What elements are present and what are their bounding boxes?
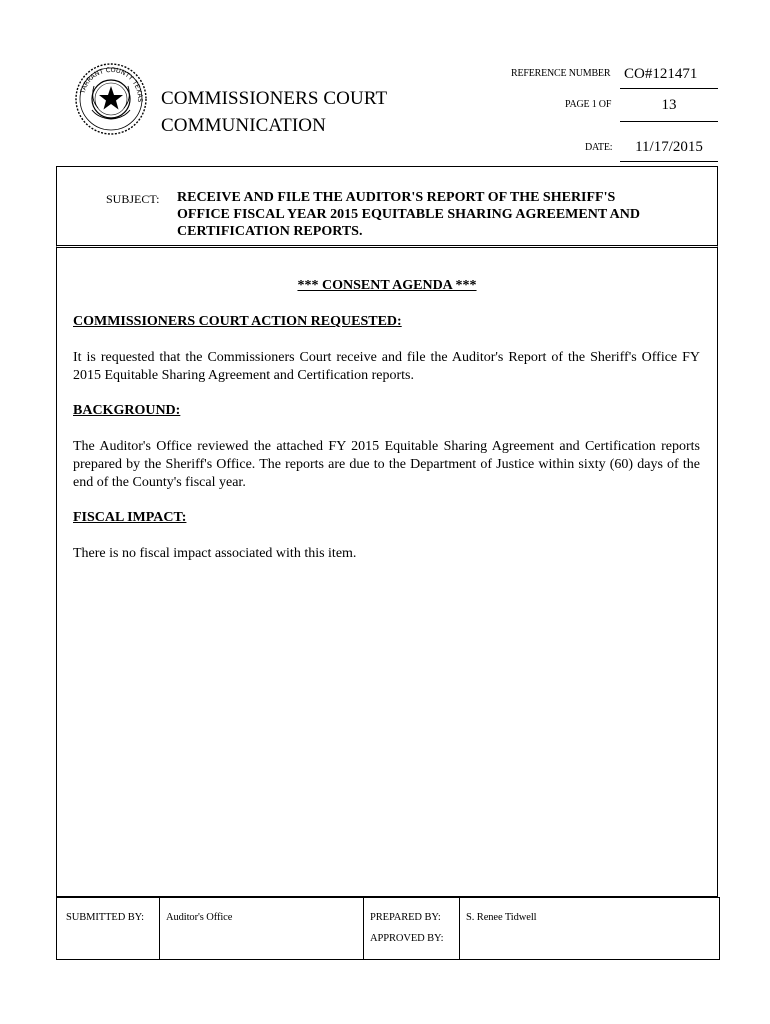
subject-line-1: RECEIVE AND FILE THE AUDITOR'S REPORT OF THE SHERIFF'S: [177, 190, 616, 205]
date-value: 11/17/2015: [635, 139, 703, 155]
page-label: PAGE 1 OF: [565, 99, 612, 110]
consent-agenda-heading: [56, 278, 718, 294]
date-underline: [620, 161, 718, 162]
prepared-by-value: S. Renee Tidwell: [466, 912, 537, 923]
date-label: DATE:: [585, 142, 613, 153]
action-requested-heading: COMMISSIONERS COURT ACTION REQUESTED:: [73, 314, 402, 329]
prepared-by-label: PREPARED BY:: [370, 912, 441, 923]
fiscal-impact-text: There is no fiscal impact associated with this item.: [73, 546, 357, 561]
fiscal-impact-heading: FISCAL IMPACT:: [73, 510, 187, 525]
title-line-2: COMMUNICATION: [161, 115, 326, 136]
signature-divider-2: [363, 897, 364, 960]
signature-divider-1: [159, 897, 160, 960]
title-line-1: COMMISSIONERS COURT: [161, 88, 388, 109]
signature-divider-3: [459, 897, 460, 960]
main-content-box: [56, 248, 718, 897]
reference-underline: [620, 88, 718, 89]
subject-label: SUBJECT:: [106, 192, 160, 206]
reference-number-value: CO#121471: [624, 66, 698, 82]
page-count: 13: [661, 97, 677, 113]
signature-table: [56, 897, 720, 960]
action-requested-text: It is requested that the Commissioners Court receive and file the Auditor's Report of the Sheriff's Office FY 2015 Equitable Sharing Agreement and Certification reports.: [73, 350, 700, 383]
background-heading: BACKGROUND:: [73, 403, 181, 418]
submitted-by-label: SUBMITTED BY:: [66, 912, 144, 923]
background-text: The Auditor's Office reviewed the attached FY 2015 Equitable Sharing Agreement and Certification reports prepared by the Sheriff's Office. The reports are due to the Department of Justice within sixty (60) days of the end of the County's fiscal year.: [73, 439, 700, 490]
subject-line-3: CERTIFICATION REPORTS.: [177, 224, 363, 239]
page-underline: [620, 121, 718, 122]
subject-line-2: OFFICE FISCAL YEAR 2015 EQUITABLE SHARING AGREEMENT AND: [177, 207, 640, 222]
reference-number-label: REFERENCE NUMBER: [511, 68, 611, 79]
consent-agenda-text: *** CONSENT AGENDA ***: [297, 278, 477, 293]
subject-text: [177, 189, 707, 240]
submitted-by-value: Auditor's Office: [166, 912, 233, 923]
county-seal-icon: [74, 62, 148, 136]
seal-ring-text: TARRANT COUNTY TEXAS: [78, 65, 145, 103]
approved-by-label: APPROVED BY:: [370, 933, 444, 944]
